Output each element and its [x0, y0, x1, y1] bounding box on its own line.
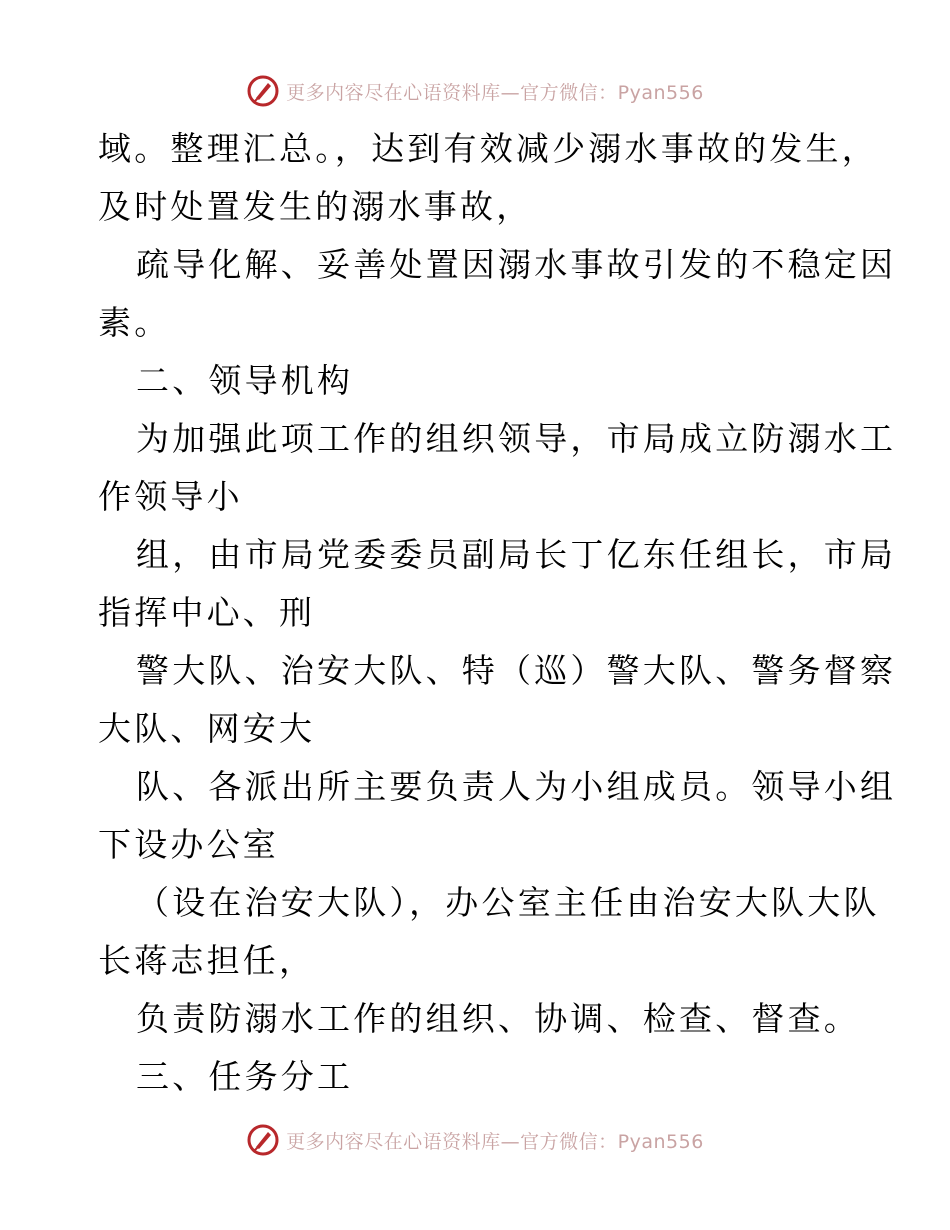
document-body [98, 120, 897, 1106]
body-line: （设在治安大队），办公室主任由治安大队大队 [136, 883, 880, 922]
footer-site-text: 更多内容尽在心语资料库 [286, 1130, 501, 1153]
body-line: 警大队、治安大队、特（巡）警大队、警务督察 [136, 651, 897, 690]
footer-watermark-text [286, 1127, 704, 1154]
body-line: 大队、网安大 [98, 709, 316, 748]
header-watermark-text [286, 78, 704, 105]
body-line: 指挥中心、刑 [98, 593, 316, 632]
body-line: 素。 [98, 303, 171, 342]
body-line: 疏导化解、妥善处置因溺水事故引发的不稳定因 [136, 245, 897, 284]
body-line: 下设办公室 [98, 825, 279, 864]
footer-watermark-banner [0, 1120, 950, 1160]
header-dash: — [500, 81, 521, 104]
body-line: 长蒋志担任， [98, 941, 316, 980]
footer-wechat-text: 官方微信：Pyan556 [520, 1130, 704, 1153]
body-line: 及时处置发生的溺水事故， [98, 187, 533, 226]
body-line: 作领导小 [98, 477, 243, 516]
body-line: 负责防溺水工作的组织、协调、检查、督查。 [136, 999, 860, 1038]
header-watermark-banner [0, 71, 950, 111]
quill-logo-icon [246, 74, 280, 108]
quill-logo-icon [246, 1123, 280, 1157]
footer-dash: — [500, 1130, 521, 1153]
body-line: 组，由市局党委委员副局长丁亿东任组长，市局 [136, 535, 897, 574]
body-line: 队、各派出所主要负责人为小组成员。领导小组 [136, 767, 897, 806]
header-wechat-text: 官方微信：Pyan556 [520, 81, 704, 104]
body-line: 域。整理汇总。，达到有效减少溺水事故的发生， [98, 129, 878, 168]
header-site-text: 更多内容尽在心语资料库 [286, 81, 501, 104]
section-heading: 三、任务分工 [136, 1057, 354, 1096]
section-heading: 二、领导机构 [136, 361, 354, 400]
body-line: 为加强此项工作的组织领导，市局成立防溺水工 [136, 419, 897, 458]
